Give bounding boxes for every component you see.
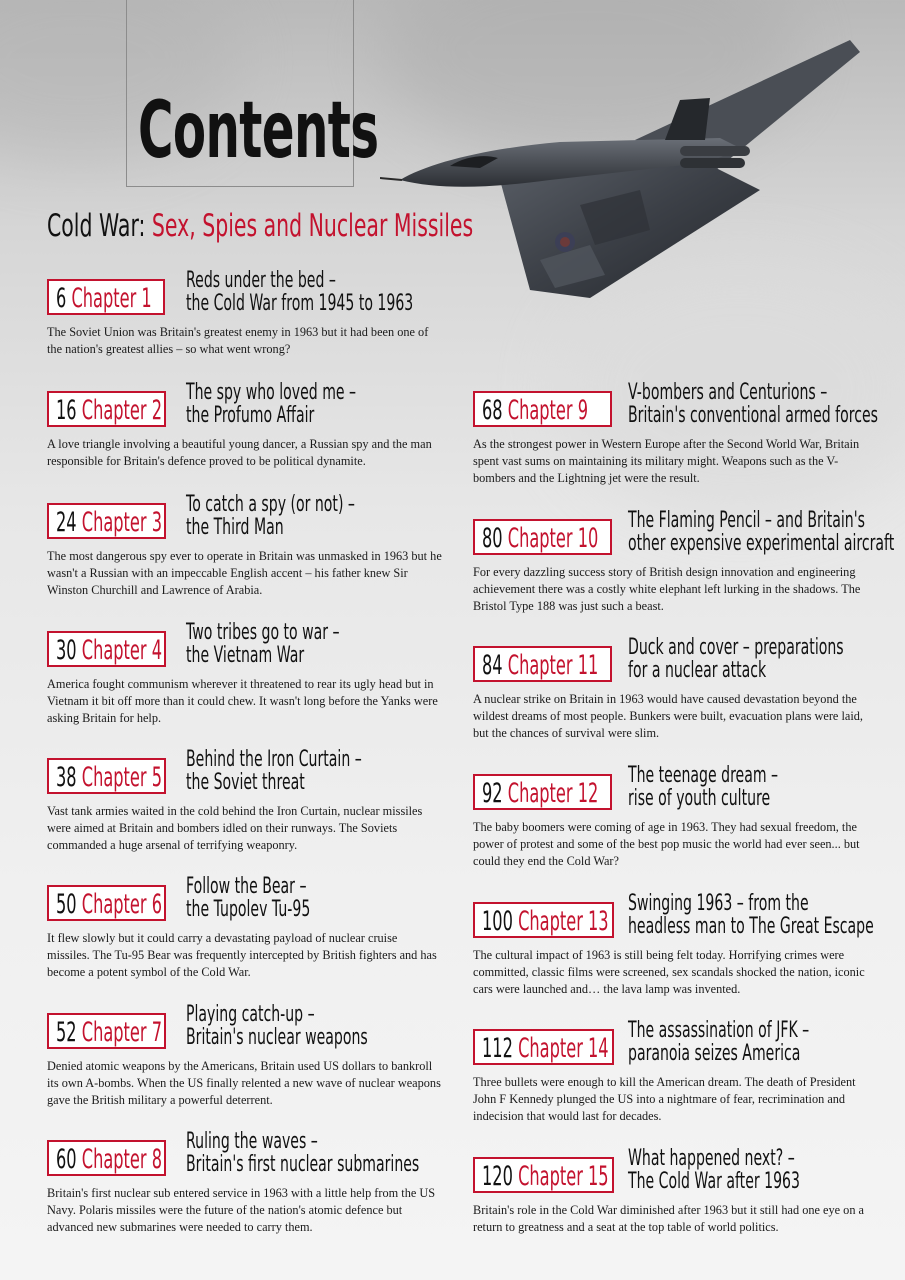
page-number: 100: [482, 906, 513, 937]
chapter-badge: [473, 391, 612, 427]
chapter-badge: [47, 503, 166, 539]
chapter-description: The baby boomers were coming of age in 1963. They had sexual freedom, the power of protest and some of the best pop music the world had ever seen... but could they end the Cold War?: [473, 820, 860, 868]
chapter-description: America fought communism wherever it threatened to rear its ugly head but in Vietnam it bit off more than it could chew. It wasn't long before the Yanks were asking Britain for help.: [47, 677, 438, 725]
chapter-description: It flew slowly but it could carry a devastating payload of nuclear cruise missiles. The Tu-95 Bear was frequently intercepted by British fighters and has become a potent symbol of the Cold War.: [47, 931, 437, 979]
chapter-headline: Behind the Iron Curtain – the Soviet threat: [186, 747, 362, 795]
page-number: 24: [56, 507, 77, 538]
chapter-headline: Swinging 1963 – from the headless man to The Great Escape: [628, 891, 874, 939]
chapter-headline: Two tribes go to war – the Vietnam War: [186, 620, 340, 668]
chapter-badge: [473, 519, 612, 555]
page-number: 112: [482, 1033, 513, 1064]
chapter-label: Chapter 11: [507, 650, 599, 681]
page-number: 16: [56, 395, 77, 426]
chapter-badge: [473, 1157, 614, 1193]
chapter-label: Chapter 10: [507, 523, 599, 554]
chapter-badge: [473, 774, 612, 810]
chapter-description: Britain's first nuclear sub entered service in 1963 with a little help from the US Navy. Polaris missiles were the future of the nation's atomic defence but advanced new submarines were needed to carry them.: [47, 1186, 436, 1234]
chapter-headline: Duck and cover – preparations for a nuclear attack: [628, 635, 844, 683]
chapter-description: Britain's role in the Cold War diminished after 1963 but it still had one eye on a return to greatness and a seat at the top table of world politics.: [473, 1203, 865, 1234]
chapter-badge: [473, 646, 612, 682]
chapter-headline: Follow the Bear – the Tupolev Tu-95: [186, 874, 311, 922]
chapter-headline: The assassination of JFK – paranoia seizes America: [628, 1018, 810, 1066]
page-number: 6: [56, 283, 67, 314]
chapter-label: Chapter 4: [81, 635, 163, 666]
chapter-label: Chapter 8: [81, 1144, 163, 1175]
chapter-label: Chapter 1: [71, 283, 152, 314]
chapter-headline: The Flaming Pencil – and Britain's other expensive experimental aircraft: [628, 508, 895, 556]
page-number: 38: [56, 762, 77, 793]
page-number: 30: [56, 635, 77, 666]
page-number: 84: [482, 650, 503, 681]
chapter-headline: Ruling the waves – Britain's first nuclear submarines: [186, 1129, 420, 1177]
chapter-description: Denied atomic weapons by the Americans, Britain used US dollars to bankroll its own A-bombs. When the US finally relented a new wave of nuclear weapons gave the British military a powerful deterrent.: [47, 1059, 441, 1107]
chapter-badge: [473, 1029, 614, 1065]
page-number: 60: [56, 1144, 77, 1175]
chapter-headline: The spy who loved me – the Profumo Affair: [186, 380, 357, 428]
subtitle-prefix: Cold War:: [47, 208, 152, 244]
chapter-description: For every dazzling success story of British design innovation and engineering achievement there was a costly white elephant left lurking in the shadows. The Bristol Type 188 was just such a beast.: [473, 565, 861, 613]
chapter-label: Chapter 13: [518, 906, 609, 937]
chapter-label: Chapter 15: [518, 1161, 609, 1192]
chapter-badge: [47, 1013, 166, 1049]
chapter-description: A nuclear strike on Britain in 1963 would have caused devastation beyond the wildest dreams of most people. Bunkers were built, evacuation plans were laid, but the chances of survival were slim.: [473, 692, 863, 740]
page-number: 80: [482, 523, 503, 554]
page-number: 50: [56, 889, 77, 920]
chapter-description: A love triangle involving a beautiful young dancer, a Russian spy and the man responsible for Britain's defence proved to be political dynamite.: [47, 437, 432, 468]
chapter-label: Chapter 14: [518, 1033, 609, 1064]
page-number: 92: [482, 778, 503, 809]
chapter-description: Vast tank armies waited in the cold behind the Iron Curtain, nuclear missiles were aimed at Britain and bombers idled on their runways. The Soviets commanded a huge arsenal of terrifying weaponry.: [47, 804, 423, 852]
chapter-label: Chapter 2: [81, 395, 163, 426]
chapter-description: Three bullets were enough to kill the American dream. The death of President John F Kennedy plunged the US into a nightmare of fear, recrimination and indecision that would last for decades.: [473, 1075, 856, 1123]
chapter-badge: [47, 279, 165, 315]
chapter-badge: [47, 885, 166, 921]
page-number: 120: [482, 1161, 513, 1192]
chapter-label: Chapter 12: [507, 778, 599, 809]
chapter-description: The most dangerous spy ever to operate in Britain was unmasked in 1963 but he wasn't a Russian with an impeccable English accent – his father knew Sir Winston Churchill and Lawrence of Arabia.: [47, 549, 442, 597]
page-number: 52: [56, 1017, 77, 1048]
chapter-badge: [473, 902, 614, 938]
chapter-badge: [47, 1140, 166, 1176]
chapter-badge: [47, 758, 166, 794]
chapter-label: Chapter 5: [81, 762, 163, 793]
vulcan-bomber-image: [380, 30, 880, 330]
chapter-label: Chapter 7: [81, 1017, 163, 1048]
chapter-headline: Playing catch-up – Britain's nuclear weapons: [186, 1002, 368, 1050]
page-number: 68: [482, 395, 503, 426]
chapter-headline: To catch a spy (or not) – the Third Man: [186, 492, 355, 540]
page-title: Contents: [138, 86, 379, 176]
chapter-description: The cultural impact of 1963 is still being felt today. Horrifying crimes were committed, classic films were screened, sex scandals shocked the nation, iconic cars were launched and… the lava lamp was invented.: [473, 948, 865, 996]
chapter-description: As the strongest power in Western Europe after the Second World War, Britain spent vast sums on maintaining its military might. Weapons such as the V-bombers and the Lightning jet were the result.: [473, 437, 860, 485]
chapter-headline: The teenage dream – rise of youth culture: [628, 763, 779, 811]
subtitle-highlight: Sex, Spies and Nuclear Missiles: [151, 208, 474, 244]
chapter-description: The Soviet Union was Britain's greatest enemy in 1963 but it had been one of the nation's greatest allies – so what went wrong?: [47, 325, 429, 356]
chapter-headline: What happened next? – The Cold War after 1963: [628, 1146, 800, 1194]
chapter-headline: Reds under the bed – the Cold War from 1945 to 1963: [186, 268, 414, 316]
chapter-headline: V-bombers and Centurions – Britain's conventional armed forces: [628, 380, 878, 428]
chapter-label: Chapter 3: [81, 507, 163, 538]
chapter-label: Chapter 6: [81, 889, 163, 920]
chapter-label: Chapter 9: [507, 395, 589, 426]
chapter-badge: [47, 391, 166, 427]
chapter-badge: [47, 631, 166, 667]
